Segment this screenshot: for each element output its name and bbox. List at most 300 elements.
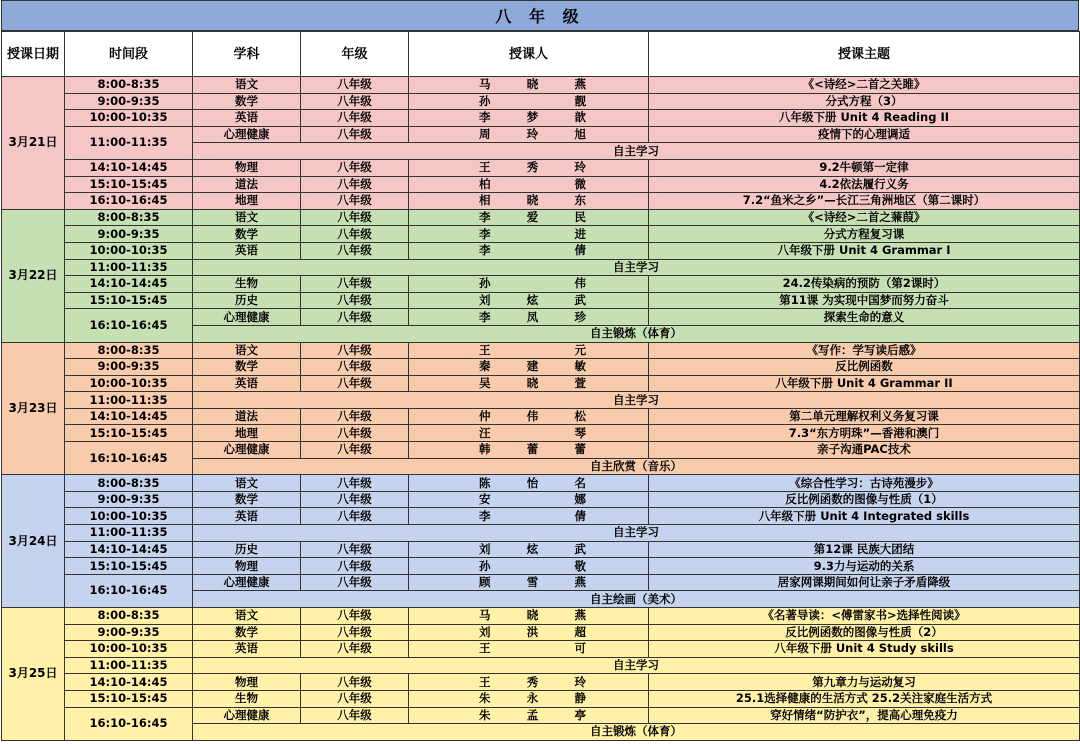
- table-row: [2, 359, 1080, 376]
- teacher-char: 伟: [574, 276, 586, 291]
- teacher-char: 旭: [574, 127, 586, 142]
- topic-cell: 第11课 为实现中国梦而努力奋斗: [649, 292, 1080, 309]
- table-row: [2, 574, 1080, 591]
- teacher-char: 秦: [479, 359, 491, 374]
- time-cell: 11:00-11:35: [65, 525, 193, 542]
- subject-cell: 心理健康: [193, 309, 301, 326]
- teacher-name: [409, 193, 648, 208]
- teacher-name: [409, 293, 648, 308]
- table-row: [2, 309, 1080, 326]
- subject-cell: 道法: [193, 176, 301, 193]
- table-row: [2, 126, 1080, 143]
- grade-cell: 八年级: [301, 359, 409, 376]
- table-row: [2, 276, 1080, 293]
- subject-cell: 生物: [193, 276, 301, 293]
- time-cell: 11:00-11:35: [65, 657, 193, 674]
- teacher-cell: [409, 242, 649, 259]
- topic-cell: 第12课 民族大团结: [649, 541, 1080, 558]
- teacher-cell: [409, 574, 649, 591]
- topic-cell: 八年级下册 Unit 4 Grammar I: [649, 242, 1080, 259]
- teacher-char: 炫: [526, 541, 539, 556]
- table-row: [2, 342, 1080, 359]
- table-row: [2, 558, 1080, 575]
- teacher-char: 顾: [479, 575, 491, 590]
- teacher-cell: [409, 342, 649, 359]
- teacher-char: 爱: [526, 210, 539, 225]
- teacher-cell: [409, 508, 649, 525]
- teacher-char: 炫: [526, 293, 539, 308]
- self-study-cell: 自主锻炼（体育）: [193, 724, 1080, 741]
- teacher-char: 汪: [479, 425, 491, 440]
- teacher-char: 名: [574, 475, 586, 490]
- grade-cell: 八年级: [301, 375, 409, 392]
- teacher-cell: [409, 608, 649, 625]
- table-row: [2, 110, 1080, 127]
- topic-cell: 7.2“鱼米之乡”—长江三角洲地区（第二课时）: [649, 193, 1080, 210]
- table-row: [2, 491, 1080, 508]
- topic-cell: 24.2传染病的预防（第2课时）: [649, 276, 1080, 293]
- teacher-char: 晓: [526, 193, 539, 208]
- topic-cell: 反比例函数的图像与性质（2）: [649, 624, 1080, 641]
- time-cell: 9:00-9:35: [65, 226, 193, 243]
- grade-cell: 八年级: [301, 690, 409, 707]
- table-row: [2, 392, 1080, 409]
- table-row: [2, 242, 1080, 259]
- teacher-name: [409, 409, 648, 424]
- teacher-char: 马: [479, 608, 491, 623]
- teacher-char: 周: [479, 127, 491, 142]
- teacher-char: 武: [574, 541, 586, 556]
- teacher-name: [409, 210, 648, 225]
- time-cell: 16:10-16:45: [65, 442, 193, 475]
- teacher-name: [409, 542, 648, 557]
- teacher-char: 孙: [479, 276, 491, 291]
- teacher-name: [409, 691, 648, 706]
- teacher-char: 静: [574, 691, 586, 706]
- subject-cell: 数学: [193, 226, 301, 243]
- grade-cell: 八年级: [301, 608, 409, 625]
- table-row: [2, 657, 1080, 674]
- table-row: [2, 226, 1080, 243]
- subject-cell: 数学: [193, 491, 301, 508]
- self-study-cell: 自主学习: [193, 525, 1080, 542]
- grade-cell: 八年级: [301, 276, 409, 293]
- topic-cell: 9.2牛顿第一定律: [649, 159, 1080, 176]
- teacher-char: 凤: [526, 309, 539, 324]
- teacher-char: 晓: [526, 375, 539, 390]
- teacher-char: 元: [574, 342, 586, 357]
- teacher-char: 靓: [574, 93, 586, 108]
- teacher-char: 蕾: [526, 442, 539, 457]
- teacher-cell: [409, 110, 649, 127]
- teacher-char: 相: [479, 193, 491, 208]
- teacher-char: 孟: [526, 707, 539, 722]
- subject-cell: 数学: [193, 624, 301, 641]
- topic-cell: 《写作：学写读后感》: [649, 342, 1080, 359]
- teacher-name: [409, 177, 648, 192]
- table-row: [2, 77, 1080, 94]
- grade-cell: 八年级: [301, 110, 409, 127]
- subject-cell: 物理: [193, 674, 301, 691]
- teacher-char: 刘: [479, 293, 491, 308]
- subject-cell: 心理健康: [193, 707, 301, 724]
- header-time: 时间段: [65, 32, 193, 77]
- teacher-cell: [409, 93, 649, 110]
- header-date: 授课日期: [2, 32, 65, 77]
- table-row: [2, 508, 1080, 525]
- header-grade: 年级: [301, 32, 409, 77]
- time-cell: 14:10-14:45: [65, 541, 193, 558]
- teacher-char: 蕾: [574, 442, 586, 457]
- grade-cell: 八年级: [301, 558, 409, 575]
- topic-cell: 分式方程复习课: [649, 226, 1080, 243]
- teacher-char: 李: [479, 226, 491, 241]
- teacher-char: 建: [526, 359, 539, 374]
- teacher-name: [409, 608, 648, 623]
- teacher-char: 武: [574, 293, 586, 308]
- subject-cell: 地理: [193, 193, 301, 210]
- teacher-char: 晓: [526, 608, 539, 623]
- teacher-char: 珍: [574, 309, 586, 324]
- schedule-page: [1, 0, 1079, 741]
- page-title: 八 年 级: [1, 0, 1079, 31]
- grade-cell: 八年级: [301, 77, 409, 94]
- header-row: [2, 32, 1080, 77]
- teacher-char: 梦: [526, 110, 539, 125]
- teacher-cell: [409, 309, 649, 326]
- teacher-name: [409, 127, 648, 142]
- subject-cell: 历史: [193, 292, 301, 309]
- time-cell: 10:00-10:35: [65, 110, 193, 127]
- topic-cell: 八年级下册 Unit 4 Grammar II: [649, 375, 1080, 392]
- self-study-cell: 自主学习: [193, 143, 1080, 160]
- subject-cell: 英语: [193, 375, 301, 392]
- topic-cell: 《名著导读：<傅雷家书>选择性阅读》: [649, 608, 1080, 625]
- time-cell: 11:00-11:35: [65, 392, 193, 409]
- table-row: [2, 525, 1080, 542]
- teacher-name: [409, 426, 648, 441]
- self-study-cell: 自主学习: [193, 392, 1080, 409]
- teacher-cell: [409, 707, 649, 724]
- teacher-char: 民: [574, 210, 586, 225]
- topic-cell: 第九章力与运动复习: [649, 674, 1080, 691]
- schedule-body: [2, 77, 1080, 741]
- date-cell: 3月21日: [2, 77, 65, 210]
- teacher-char: 秀: [526, 160, 539, 175]
- topic-cell: 居家网课期间如何让亲子矛盾降级: [649, 574, 1080, 591]
- teacher-name: [409, 708, 648, 723]
- teacher-char: 秀: [526, 674, 539, 689]
- teacher-char: 玲: [574, 674, 586, 689]
- teacher-char: 李: [479, 243, 491, 258]
- teacher-char: 东: [574, 193, 586, 208]
- teacher-char: 玲: [574, 160, 586, 175]
- teacher-name: [409, 641, 648, 656]
- grade-cell: 八年级: [301, 126, 409, 143]
- time-cell: 8:00-8:35: [65, 342, 193, 359]
- teacher-name: [409, 310, 648, 325]
- self-study-cell: 自主锻炼（体育）: [193, 325, 1080, 342]
- time-cell: 8:00-8:35: [65, 209, 193, 226]
- topic-cell: 7.3“东方明珠”—香港和澳门: [649, 425, 1080, 442]
- teacher-cell: [409, 442, 649, 459]
- teacher-name: [409, 509, 648, 524]
- teacher-char: 倩: [574, 243, 586, 258]
- topic-cell: 反比例函数的图像与性质（1）: [649, 491, 1080, 508]
- table-row: [2, 425, 1080, 442]
- grade-cell: 八年级: [301, 442, 409, 459]
- teacher-char: 可: [574, 641, 586, 656]
- teacher-char: 王: [479, 160, 491, 175]
- time-cell: 14:10-14:45: [65, 159, 193, 176]
- self-study-cell: 自主欣赏（音乐）: [193, 458, 1080, 475]
- topic-cell: 探索生命的意义: [649, 309, 1080, 326]
- teacher-name: [409, 160, 648, 175]
- time-cell: 15:10-15:45: [65, 558, 193, 575]
- topic-cell: 4.2依法履行义务: [649, 176, 1080, 193]
- teacher-char: 孙: [479, 558, 491, 573]
- subject-cell: 英语: [193, 641, 301, 658]
- teacher-cell: [409, 209, 649, 226]
- teacher-cell: [409, 558, 649, 575]
- teacher-char: 李: [479, 508, 491, 523]
- teacher-name: [409, 243, 648, 258]
- time-cell: 8:00-8:35: [65, 475, 193, 492]
- time-cell: 8:00-8:35: [65, 608, 193, 625]
- subject-cell: 历史: [193, 541, 301, 558]
- teacher-char: 晓: [526, 77, 539, 92]
- subject-cell: 生物: [193, 690, 301, 707]
- teacher-name: [409, 559, 648, 574]
- grade-cell: 八年级: [301, 209, 409, 226]
- time-cell: 15:10-15:45: [65, 176, 193, 193]
- subject-cell: 数学: [193, 359, 301, 376]
- topic-cell: 25.1选择健康的生活方式 25.2关注家庭生活方式: [649, 690, 1080, 707]
- time-cell: 16:10-16:45: [65, 309, 193, 342]
- time-cell: 11:00-11:35: [65, 259, 193, 276]
- table-row: [2, 624, 1080, 641]
- subject-cell: 物理: [193, 558, 301, 575]
- time-cell: 15:10-15:45: [65, 425, 193, 442]
- grade-cell: 八年级: [301, 193, 409, 210]
- topic-cell: 疫情下的心理调适: [649, 126, 1080, 143]
- table-row: [2, 674, 1080, 691]
- time-cell: 16:10-16:45: [65, 707, 193, 740]
- subject-cell: 英语: [193, 242, 301, 259]
- grade-cell: 八年级: [301, 242, 409, 259]
- teacher-cell: [409, 276, 649, 293]
- table-row: [2, 641, 1080, 658]
- teacher-cell: [409, 126, 649, 143]
- teacher-char: 伟: [526, 409, 539, 424]
- teacher-char: 松: [574, 409, 586, 424]
- teacher-cell: [409, 193, 649, 210]
- teacher-char: 超: [574, 624, 586, 639]
- teacher-char: 萱: [574, 375, 586, 390]
- time-cell: 8:00-8:35: [65, 77, 193, 94]
- teacher-char: 怡: [526, 475, 539, 490]
- topic-cell: 穿好情绪“防护衣”，提高心理免疫力: [649, 707, 1080, 724]
- teacher-name: [409, 492, 648, 507]
- teacher-char: 洪: [526, 624, 539, 639]
- teacher-name: [409, 227, 648, 242]
- teacher-name: [409, 376, 648, 391]
- teacher-cell: [409, 425, 649, 442]
- teacher-char: 王: [479, 641, 491, 656]
- header-subject: 学科: [193, 32, 301, 77]
- time-cell: 15:10-15:45: [65, 292, 193, 309]
- teacher-name: [409, 476, 648, 491]
- teacher-cell: [409, 359, 649, 376]
- header-teacher: 授课人: [409, 32, 649, 77]
- topic-cell: 八年级下册 Unit 4 Study skills: [649, 641, 1080, 658]
- teacher-char: 韩: [479, 442, 491, 457]
- time-cell: 10:00-10:35: [65, 375, 193, 392]
- teacher-char: 吴: [479, 375, 491, 390]
- teacher-cell: [409, 176, 649, 193]
- teacher-char: 朱: [479, 691, 491, 706]
- table-row: [2, 209, 1080, 226]
- grade-cell: 八年级: [301, 309, 409, 326]
- grade-cell: 八年级: [301, 93, 409, 110]
- date-cell: 3月24日: [2, 475, 65, 608]
- grade-cell: 八年级: [301, 541, 409, 558]
- grade-cell: 八年级: [301, 641, 409, 658]
- grade-cell: 八年级: [301, 491, 409, 508]
- time-cell: 16:10-16:45: [65, 574, 193, 607]
- subject-cell: 心理健康: [193, 442, 301, 459]
- time-cell: 9:00-9:35: [65, 359, 193, 376]
- topic-cell: 反比例函数: [649, 359, 1080, 376]
- teacher-char: 李: [479, 309, 491, 324]
- grade-cell: 八年级: [301, 508, 409, 525]
- grade-cell: 八年级: [301, 176, 409, 193]
- teacher-char: 李: [479, 210, 491, 225]
- teacher-char: 燕: [574, 608, 586, 623]
- teacher-char: 陈: [479, 475, 491, 490]
- teacher-char: 进: [574, 226, 586, 241]
- time-cell: 11:00-11:35: [65, 126, 193, 159]
- topic-cell: 第二单元理解权利义务复习课: [649, 408, 1080, 425]
- teacher-cell: [409, 226, 649, 243]
- teacher-cell: [409, 292, 649, 309]
- table-row: [2, 193, 1080, 210]
- teacher-char: 歆: [574, 110, 586, 125]
- teacher-char: 玲: [526, 127, 539, 142]
- table-row: [2, 292, 1080, 309]
- teacher-char: 雪: [526, 575, 539, 590]
- teacher-char: 王: [479, 342, 491, 357]
- teacher-name: [409, 110, 648, 125]
- table-row: [2, 375, 1080, 392]
- table-row: [2, 259, 1080, 276]
- grade-cell: 八年级: [301, 226, 409, 243]
- grade-cell: 八年级: [301, 475, 409, 492]
- self-study-cell: 自主学习: [193, 657, 1080, 674]
- subject-cell: 数学: [193, 93, 301, 110]
- date-cell: 3月22日: [2, 209, 65, 342]
- teacher-char: 燕: [574, 575, 586, 590]
- time-cell: 9:00-9:35: [65, 491, 193, 508]
- subject-cell: 物理: [193, 159, 301, 176]
- topic-cell: 分式方程（3）: [649, 93, 1080, 110]
- teacher-char: 李: [479, 110, 491, 125]
- schedule-table: [1, 31, 1080, 741]
- teacher-char: 柏: [479, 176, 491, 191]
- teacher-char: 马: [479, 77, 491, 92]
- teacher-cell: [409, 475, 649, 492]
- teacher-cell: [409, 491, 649, 508]
- teacher-name: [409, 675, 648, 690]
- subject-cell: 地理: [193, 425, 301, 442]
- teacher-char: 燕: [574, 77, 586, 92]
- time-cell: 16:10-16:45: [65, 193, 193, 210]
- subject-cell: 心理健康: [193, 126, 301, 143]
- subject-cell: 语文: [193, 608, 301, 625]
- topic-cell: 八年级下册 Unit 4 Integrated skills: [649, 508, 1080, 525]
- time-cell: 9:00-9:35: [65, 624, 193, 641]
- teacher-char: 仲: [479, 409, 491, 424]
- teacher-char: 刘: [479, 624, 491, 639]
- topic-cell: 《<诗经>二首之关雎》: [649, 77, 1080, 94]
- time-cell: 9:00-9:35: [65, 93, 193, 110]
- subject-cell: 心理健康: [193, 574, 301, 591]
- teacher-char: 永: [526, 691, 539, 706]
- teacher-char: 娜: [574, 492, 586, 507]
- topic-cell: 八年级下册 Unit 4 Reading II: [649, 110, 1080, 127]
- table-row: [2, 608, 1080, 625]
- header-topic: 授课主题: [649, 32, 1080, 77]
- table-row: [2, 690, 1080, 707]
- self-study-cell: 自主绘画（美术）: [193, 591, 1080, 608]
- teacher-name: [409, 343, 648, 358]
- teacher-cell: [409, 77, 649, 94]
- date-cell: 3月25日: [2, 608, 65, 741]
- topic-cell: 亲子沟通PAC技术: [649, 442, 1080, 459]
- topic-cell: 《综合性学习：古诗苑漫步》: [649, 475, 1080, 492]
- time-cell: 15:10-15:45: [65, 690, 193, 707]
- teacher-char: 朱: [479, 707, 491, 722]
- table-row: [2, 159, 1080, 176]
- grade-cell: 八年级: [301, 624, 409, 641]
- time-cell: 14:10-14:45: [65, 408, 193, 425]
- teacher-char: 孙: [479, 93, 491, 108]
- teacher-char: 倩: [574, 508, 586, 523]
- grade-cell: 八年级: [301, 408, 409, 425]
- date-cell: 3月23日: [2, 342, 65, 475]
- teacher-char: 微: [574, 176, 586, 191]
- teacher-cell: [409, 541, 649, 558]
- table-row: [2, 442, 1080, 459]
- teacher-name: [409, 442, 648, 457]
- teacher-char: 安: [479, 492, 491, 507]
- subject-cell: 语文: [193, 77, 301, 94]
- teacher-name: [409, 359, 648, 374]
- teacher-cell: [409, 624, 649, 641]
- teacher-char: 敬: [574, 558, 586, 573]
- teacher-name: [409, 94, 648, 109]
- grade-cell: 八年级: [301, 674, 409, 691]
- teacher-cell: [409, 159, 649, 176]
- teacher-name: [409, 575, 648, 590]
- teacher-name: [409, 276, 648, 291]
- teacher-name: [409, 625, 648, 640]
- grade-cell: 八年级: [301, 159, 409, 176]
- grade-cell: 八年级: [301, 574, 409, 591]
- grade-cell: 八年级: [301, 292, 409, 309]
- topic-cell: 9.3力与运动的关系: [649, 558, 1080, 575]
- table-row: [2, 93, 1080, 110]
